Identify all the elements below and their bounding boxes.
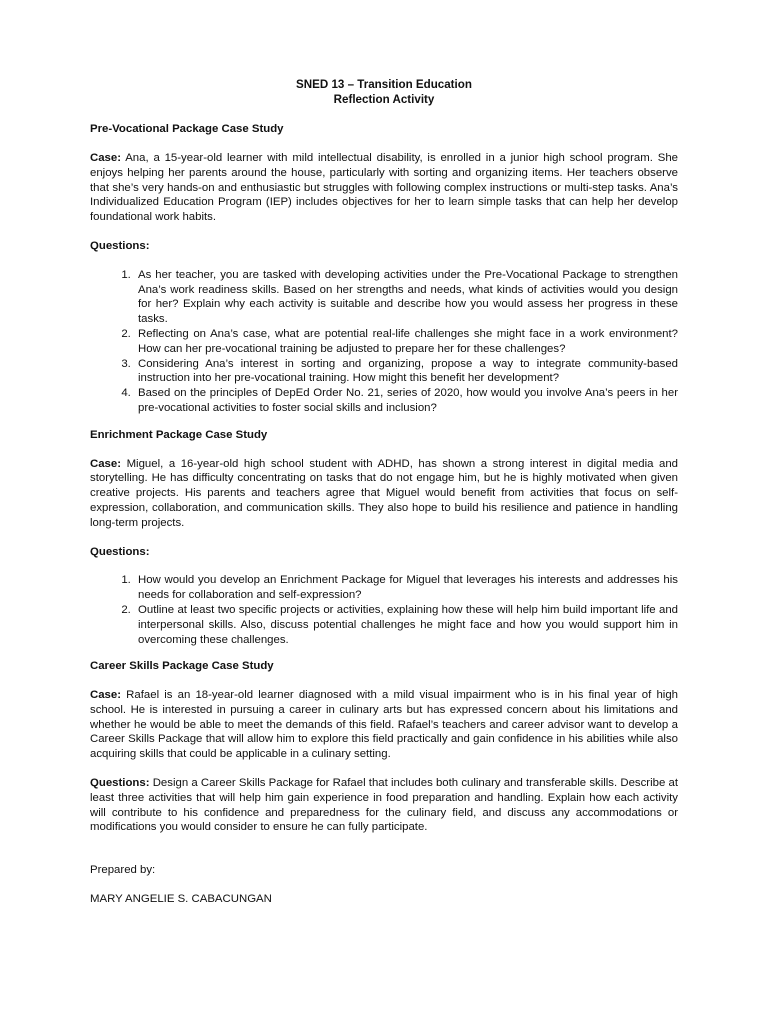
question-item: 1. How would you develop an Enrichment Package for Miguel that leverages his interests and addresses his needs for collaboration and self-expression?	[134, 573, 678, 603]
section-heading-pre-vocational: Pre-Vocational Package Case Study	[90, 123, 284, 136]
section-heading-career-skills: Career Skills Package Case Study	[90, 660, 274, 673]
questions-label: Questions:	[90, 545, 150, 558]
case-text: Ana, a 15-year-old learner with mild intellectual disability, is enrolled in a junior high school program. She enjoys helping her parents around the house, particularly with sorting and organizing items. Her teachers observe that she’s very hands-on and enthusiastic but struggles with following complex instructions or multi-step tasks. Ana’s Individualized Education Program (IEP) includes objectives for her to learn simple tasks that can help her develop foundational work habits.	[90, 151, 678, 224]
case-text: Rafael is an 18-year-old learner diagnosed with a mild visual impairment who is in his final year of high school. He is interested in pursuing a career in culinary arts but has expressed concern about his limitations and whether he would be able to meet the demands of this field. Rafael’s teachers and career advisor want to develop a Career Skills Package that will allow him to explore this field practically and gain confidence in his abilities while also acquiring skills that could be applicable in a culinary setting.	[90, 689, 678, 761]
question-item: 2. Reflecting on Ana’s case, what are potential real-life challenges she might face in a work environment? How can her pre-vocational training be adjusted to prepare her for these challenges?	[134, 327, 678, 357]
prepared-by-label: Prepared by:	[90, 864, 156, 877]
questions-label: Questions:	[90, 777, 150, 790]
section-heading-enrichment: Enrichment Package Case Study	[90, 428, 268, 441]
activity-title: Reflection Activity	[333, 92, 435, 106]
course-title: SNED 13 – Transition Education	[296, 78, 472, 91]
question-list-pre-vocational	[90, 268, 678, 416]
question-item: 1. As her teacher, you are tasked with developing activities under the Pre-Vocational Package to strengthen Ana’s work readiness skills. Based on her strengths and needs, what kinds of activities would you design for her? Explain why each activity is suitable and describe how you would assess her progress in these tasks.	[134, 268, 678, 327]
question-item: 3. Considering Ana’s interest in sorting and organizing, propose a way to integrate community-based instruction into her pre-vocational training. How might this benefit her development?	[134, 357, 678, 387]
author-name: MARY ANGELIE S. CABACUNGAN	[90, 893, 272, 906]
question-item: 2. Outline at least two specific projects or activities, explaining how these will help him build important life and interpersonal skills. Also, discuss potential challenges he might face and how you would support him in overcoming these challenges.	[134, 603, 678, 647]
document-page	[90, 78, 678, 907]
case-paragraph-miguel	[90, 457, 678, 531]
questions-paragraph-rafael	[90, 776, 678, 835]
case-label: Case:	[90, 151, 122, 164]
case-paragraph-ana	[90, 151, 678, 225]
questions-text: Design a Career Skills Package for Rafael that includes both culinary and transferable skills. Describe at least three activities that will help him gain experience in food preparation and handling. Explain how each activity will contribute to his confidence and preparedness for the culinary field, and discuss any accommodations or modifications you would consider to ensure he can fully participate.	[90, 777, 678, 834]
questions-label: Questions:	[90, 239, 150, 252]
question-item: 4. Based on the principles of DepEd Order No. 21, series of 2020, how would you involve Ana’s peers in her pre-vocational activities to foster social skills and inclusion?	[134, 386, 678, 416]
question-list-enrichment	[90, 573, 678, 647]
case-label: Case:	[90, 457, 122, 470]
case-text: Miguel, a 16-year-old high school student with ADHD, has shown a strong interest in digital media and storytelling. He has difficulty concentrating on tasks that do not engage him, but he is highly motivated when given creative projects. His parents and teachers agree that Miguel would benefit from activities that focus on self-expression, collaboration, and communication skills. They also hope to build his resilience and patience in handling long-term projects.	[90, 457, 678, 529]
case-label: Case:	[90, 689, 122, 702]
document-title	[90, 78, 678, 107]
case-paragraph-rafael	[90, 688, 678, 762]
